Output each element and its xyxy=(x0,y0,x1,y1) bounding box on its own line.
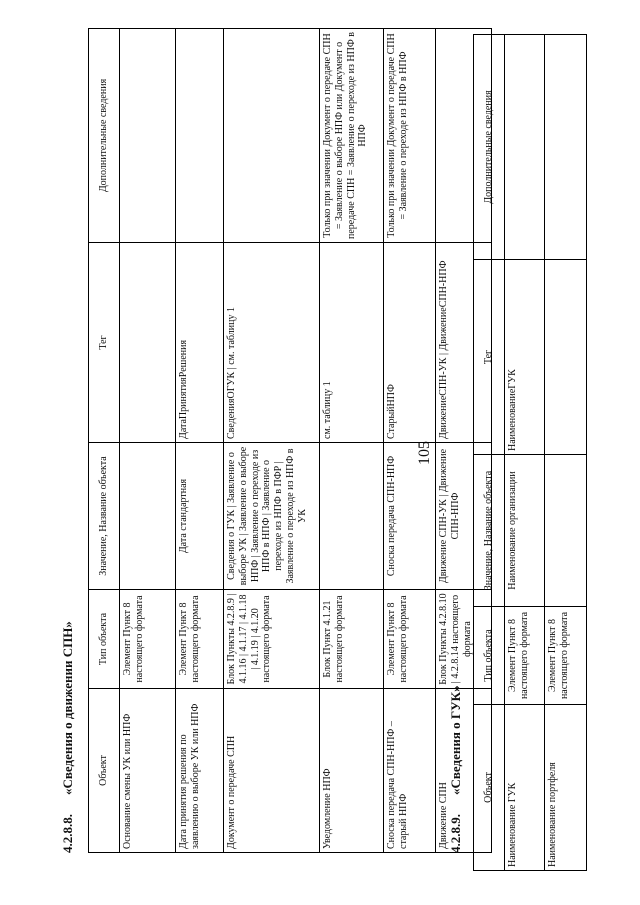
cell-tag: СтарыйНПФ xyxy=(384,243,436,443)
cell-object: Дата принятия решения по заявлению о выборе УК или НПФ xyxy=(176,689,224,853)
cell-object: Сноска передача СПН-НПФ – старый НПФ xyxy=(384,689,436,853)
page-number: 105 xyxy=(416,441,433,465)
cell-extra xyxy=(120,29,176,243)
guk-table xyxy=(473,34,587,871)
col-header-type: Тип объекта xyxy=(474,607,505,705)
spn-movement-table xyxy=(88,28,492,853)
cell-value: Наименование организации xyxy=(505,455,545,607)
section-number: 4.2.8.8. xyxy=(60,814,75,853)
cell-value xyxy=(120,443,176,590)
cell-tag: СведенияОГУК | см. таблицу 1 xyxy=(224,243,320,443)
col-header-extra: Дополнительные сведения xyxy=(474,35,505,260)
cell-extra: Только при значении Документ о передаче СПН = Заявление о выборе НПФ или Документ о передаче СПН = Заявление о переходе из НПФ в НПФ xyxy=(320,29,384,243)
col-header-extra: Дополнительные сведения xyxy=(89,29,120,243)
cell-value xyxy=(545,455,587,607)
cell-type: Элемент Пункт 8 настоящего формата xyxy=(120,590,176,689)
cell-tag xyxy=(120,243,176,443)
cell-type: Блок Пункты 4.2.8.10 | 4.2.8.14 настоящего формата xyxy=(436,590,492,689)
cell-tag: ДатаПринятияРешения xyxy=(176,243,224,443)
col-header-tag: Тег xyxy=(474,260,505,455)
col-header-value: Значение, Название объекта xyxy=(89,443,120,590)
cell-type: Элемент Пункт 8 настоящего формата xyxy=(505,607,545,705)
col-header-object: Объект xyxy=(474,705,505,871)
col-header-type: Тип объекта xyxy=(89,590,120,689)
section-heading-spn-movement xyxy=(60,621,76,853)
cell-object: Наименование портфеля xyxy=(545,705,587,871)
section-title: «Сведения о движении СПН» xyxy=(60,621,75,795)
table-header-row xyxy=(474,35,505,871)
cell-tag xyxy=(545,260,587,455)
cell-value: Дата стандартная xyxy=(176,443,224,590)
col-header-tag: Тег xyxy=(89,243,120,443)
table-row xyxy=(545,35,587,871)
table-row xyxy=(384,29,436,853)
cell-extra: Только при значении Документ о передаче СПН = Заявление о переходе из НПФ в НПФ xyxy=(384,29,436,243)
section-number: 4.2.8.9. xyxy=(448,814,463,853)
table-row xyxy=(320,29,384,853)
cell-object: Документ о передаче СПН xyxy=(224,689,320,853)
cell-object: Наименование ГУК xyxy=(505,705,545,871)
section-title: «Сведения о ГУК» xyxy=(448,685,463,795)
cell-extra xyxy=(505,35,545,260)
table-row xyxy=(176,29,224,853)
cell-value: Сведения о ГУК | Заявление о выборе УК | Заявление о выборе НПФ | Заявление о переходе из НПФ в НПФ | Заявление о переходе из НПФ в ПФР | Заявление о переходе из НПФ в УК xyxy=(224,443,320,590)
cell-value: Сноска передача СПН-НПФ xyxy=(384,443,436,590)
cell-tag: НаименованиеГУК xyxy=(505,260,545,455)
cell-type: Блок Пункт 4.1.21 настоящего формата xyxy=(320,590,384,689)
col-header-value: Значение, Название объекта xyxy=(474,455,505,607)
cell-extra xyxy=(176,29,224,243)
cell-type: Элемент Пункт 8 настоящего формата xyxy=(176,590,224,689)
table-row xyxy=(505,35,545,871)
col-header-object: Объект xyxy=(89,689,120,853)
cell-type: Элемент Пункт 8 настоящего формата xyxy=(545,607,587,705)
table-row xyxy=(224,29,320,853)
cell-object: Основание смены УК или НПФ xyxy=(120,689,176,853)
cell-type: Блок Пункты 4.2.8.9 | 4.1.16 | 4.1.17 | 4.1.18 | 4.1.19 | 4.1.20 настоящего формата xyxy=(224,590,320,689)
cell-tag: ДвижениеСПН-УК | ДвижениеСПН-НПФ xyxy=(436,243,492,443)
cell-object: Движение СПН xyxy=(436,689,492,853)
cell-tag: см. таблицу 1 xyxy=(320,243,384,443)
section-heading-guk xyxy=(448,685,464,853)
cell-type: Элемент Пункт 8 настоящего формата xyxy=(384,590,436,689)
cell-extra xyxy=(545,35,587,260)
table-header-row xyxy=(89,29,120,853)
cell-value xyxy=(320,443,384,590)
table-row xyxy=(120,29,176,853)
cell-extra xyxy=(224,29,320,243)
cell-value: Движение СПН-УК | Движение СПН-НПФ xyxy=(436,443,492,590)
cell-object: Уведомление НПФ xyxy=(320,689,384,853)
